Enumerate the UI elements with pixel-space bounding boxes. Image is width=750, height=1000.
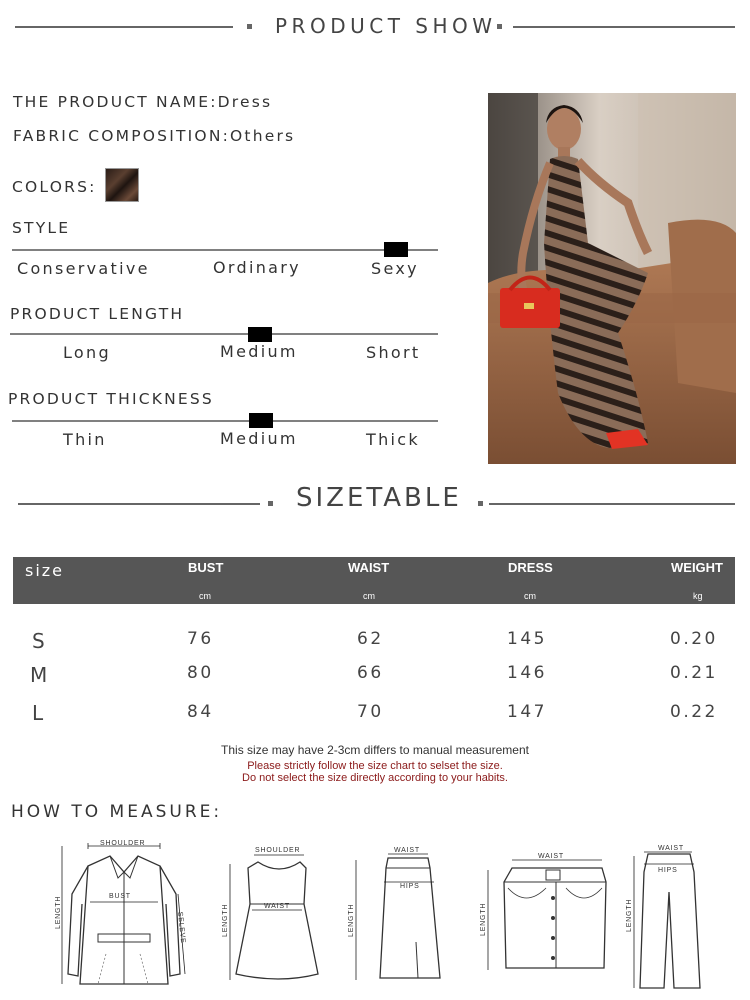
- style-option-conservative: Conservative: [17, 259, 150, 278]
- short-skirt-measure-diagram: [476, 848, 616, 978]
- row-l-bust: 84: [187, 702, 214, 722]
- length-scale-line: [10, 333, 438, 335]
- product-name: THE PRODUCT NAME:Dress: [13, 93, 273, 111]
- size-warning-1: Please strictly follow the size chart to selset the size.: [247, 760, 503, 772]
- unit-dress: cm: [524, 591, 536, 601]
- row-m-weight: 0.21: [670, 663, 718, 683]
- skirt-waist-label: WAIST: [394, 847, 420, 854]
- pants-length-label: LENGTH: [626, 898, 633, 932]
- style-option-ordinary: Ordinary: [213, 258, 301, 277]
- header-square-left: [247, 24, 252, 29]
- header-square-right: [497, 24, 502, 29]
- header-rule-right: [513, 26, 735, 28]
- jacket-shoulder-label: SHOULDER: [100, 840, 146, 847]
- how-to-measure-title: HOW TO MEASURE:: [11, 802, 223, 822]
- row-l-weight: 0.22: [670, 702, 718, 722]
- row-l-dress: 147: [507, 702, 547, 722]
- pants-measure-diagram: [622, 842, 712, 992]
- sizetable-square-left: [268, 501, 273, 506]
- row-s-waist: 62: [357, 629, 384, 649]
- row-s-dress: 145: [507, 629, 547, 649]
- thickness-option-thick: Thick: [366, 430, 420, 449]
- row-s-bust: 76: [187, 629, 214, 649]
- col-header-waist: WAIST: [348, 560, 390, 575]
- unit-weight: kg: [693, 591, 703, 601]
- sizetable-title: SIZETABLE: [296, 483, 462, 513]
- pants-waist-label: WAIST: [658, 845, 684, 852]
- product-photo: [488, 93, 736, 464]
- header-rule-left: [15, 26, 233, 28]
- color-swatch[interactable]: [105, 168, 139, 202]
- jacket-bust-label: BUST: [109, 893, 131, 900]
- thickness-option-thin: Thin: [63, 430, 107, 449]
- size-warning-2: Do not select the size directly according to your habits.: [242, 772, 508, 784]
- row-m-waist: 66: [357, 663, 384, 683]
- sizetable-rule-right: [489, 503, 735, 505]
- short-skirt-length-label: LENGTH: [480, 902, 487, 936]
- row-m-dress: 146: [507, 663, 547, 683]
- row-m-size: M: [30, 663, 50, 687]
- pants-hips-label: HIPS: [658, 867, 678, 874]
- size-note: This size may have 2-3cm differs to manual measurement: [221, 743, 529, 757]
- row-l-waist: 70: [357, 702, 384, 722]
- unit-bust: cm: [199, 591, 211, 601]
- skirt-hips-label: HIPS: [400, 883, 420, 890]
- length-option-long: Long: [63, 343, 111, 362]
- jacket-length-label: LENGTH: [55, 895, 62, 929]
- row-m-bust: 80: [187, 663, 214, 683]
- length-option-short: Short: [366, 343, 421, 362]
- dress-length-label: LENGTH: [222, 903, 229, 937]
- col-header-weight: WEIGHT: [671, 560, 723, 575]
- unit-waist: cm: [363, 591, 375, 601]
- row-l-size: L: [32, 701, 46, 725]
- col-header-bust: BUST: [188, 560, 224, 575]
- dress-shoulder-label: SHOULDER: [255, 847, 301, 854]
- short-skirt-waist-label: WAIST: [538, 853, 564, 860]
- length-title: PRODUCT LENGTH: [10, 305, 185, 323]
- colors-label: COLORS:: [12, 178, 97, 196]
- sizetable-square-right: [478, 501, 483, 506]
- style-title: STYLE: [12, 219, 71, 237]
- thickness-marker: [249, 413, 273, 428]
- skirt-measure-diagram: [344, 842, 444, 987]
- length-marker: [248, 327, 272, 342]
- style-scale-line: [12, 249, 438, 251]
- style-option-sexy: Sexy: [371, 259, 419, 278]
- jacket-sleeve-label: SELEVE: [176, 911, 187, 945]
- row-s-size: S: [32, 629, 48, 653]
- fabric-composition: FABRIC COMPOSITION:Others: [13, 127, 296, 145]
- row-s-weight: 0.20: [670, 629, 718, 649]
- thickness-scale-line: [12, 420, 438, 422]
- jacket-measure-diagram: [48, 834, 198, 994]
- thickness-option-medium: Medium: [220, 429, 298, 448]
- length-option-medium: Medium: [220, 342, 298, 361]
- thickness-title: PRODUCT THICKNESS: [8, 390, 214, 408]
- style-marker: [384, 242, 408, 257]
- page-title: PRODUCT SHOW: [275, 14, 497, 38]
- skirt-length-label: LENGTH: [348, 903, 355, 937]
- col-header-size: size: [25, 561, 65, 580]
- dress-measure-diagram: [214, 842, 324, 987]
- col-header-dress: DRESS: [508, 560, 553, 575]
- dress-waist-label: WAIST: [264, 903, 290, 910]
- sizetable-rule-left: [18, 503, 260, 505]
